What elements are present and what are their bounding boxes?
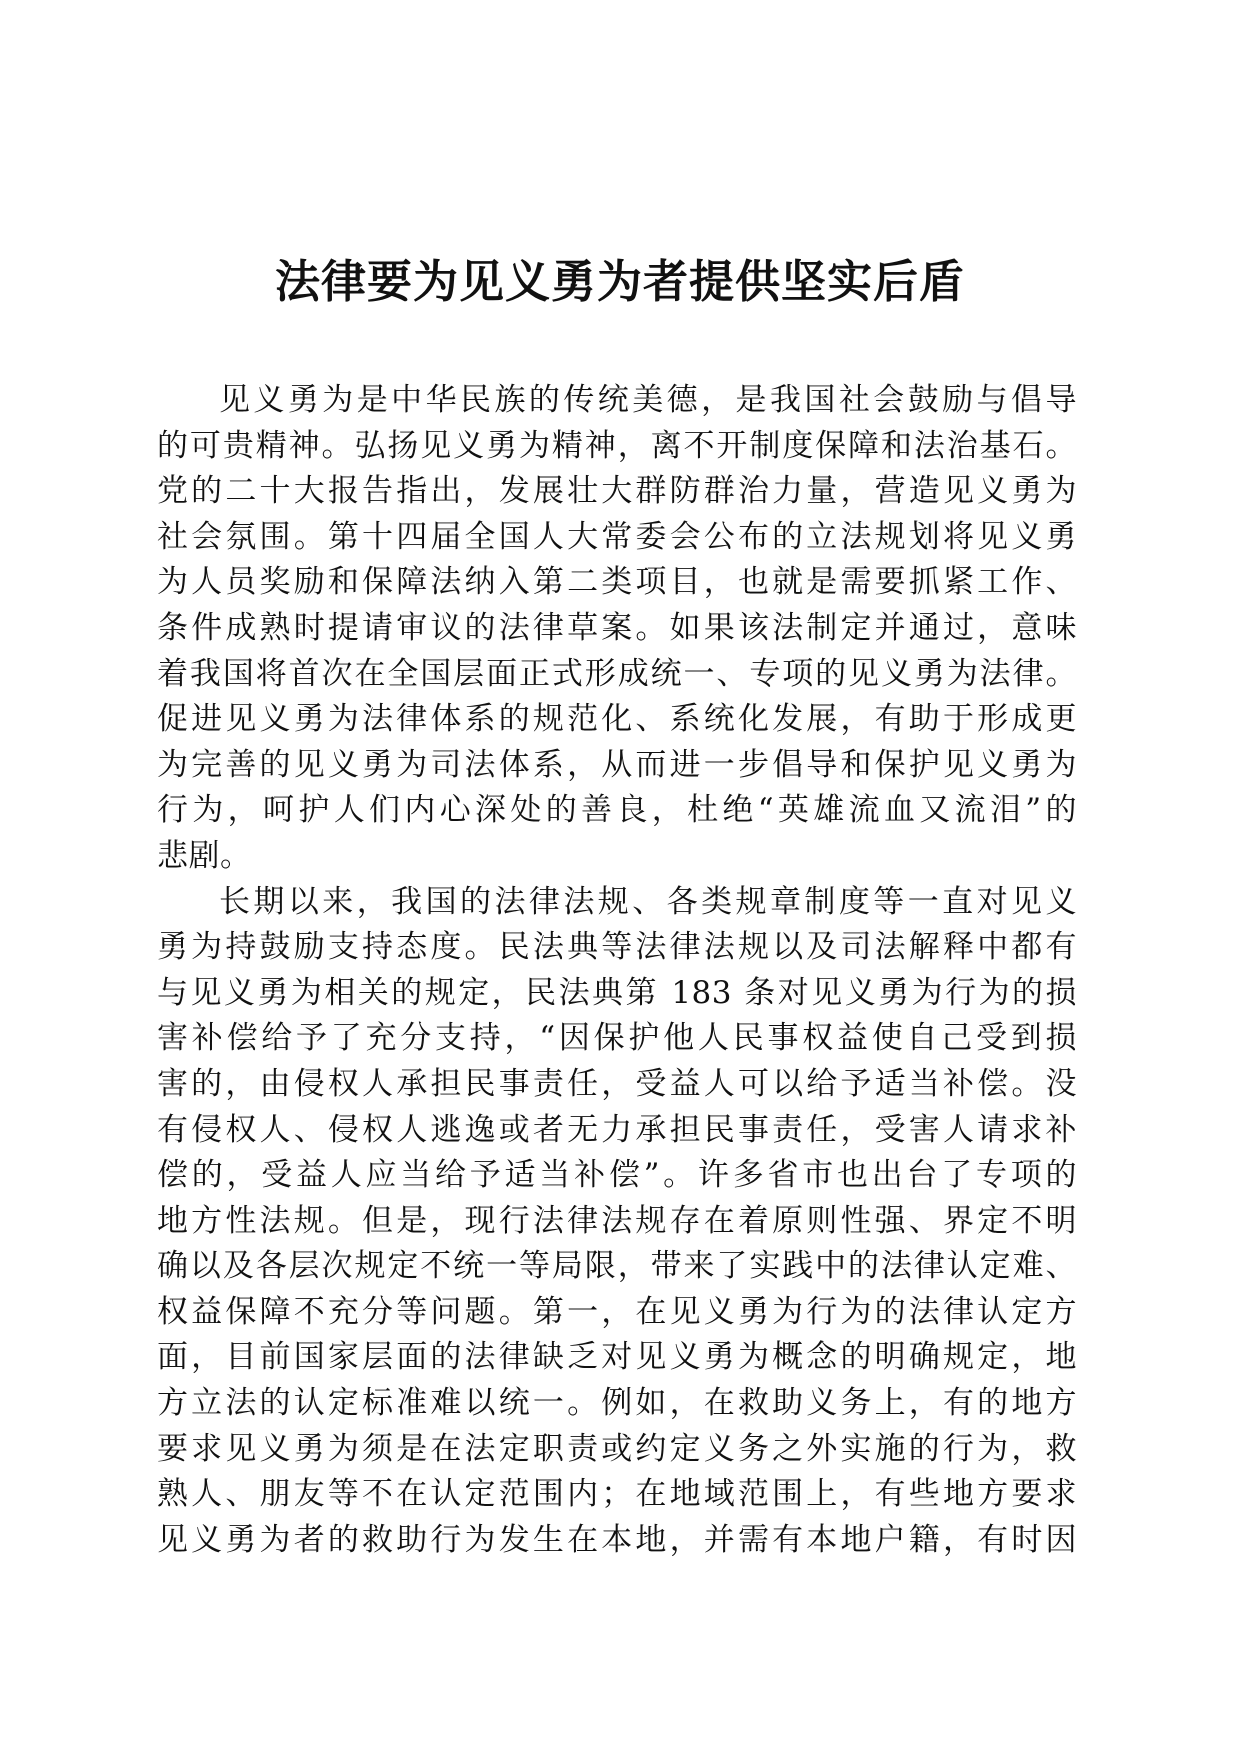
text-line: 着我国将首次在全国层面正式形成统一、专项的见义勇为法律。: [157, 655, 1077, 692]
text-line: 与见义勇为相关的规定，民法典第 183 条对见义勇为行为的损: [157, 974, 1077, 1011]
text-line: 长期以来，我国的法律法规、各类规章制度等一直对见义: [219, 883, 1077, 920]
text-line: 权益保障不充分等问题。第一，在见义勇为行为的法律认定方: [157, 1293, 1077, 1330]
text-line: 要求见义勇为须是在法定职责或约定义务之外实施的行为，救: [157, 1430, 1077, 1467]
text-line: 条件成熟时提请审议的法律草案。如果该法制定并通过，意味: [157, 609, 1077, 646]
paragraph: [157, 880, 1077, 1564]
text-line: 方立法的认定标准难以统一。例如，在救助义务上，有的地方: [157, 1385, 1077, 1422]
document-body: [157, 378, 1077, 1563]
text-line: 确以及各层次规定不统一等局限，带来了实践中的法律认定难、: [157, 1248, 1077, 1285]
text-line: 害的，由侵权人承担民事责任，受益人可以给予适当补偿。没: [157, 1065, 1077, 1102]
text-line: 党的二十大报告指出，发展壮大群防群治力量，营造见义勇为: [157, 473, 1077, 510]
text-line: 地方性法规。但是，现行法律法规存在着原则性强、界定不明: [157, 1202, 1077, 1239]
text-line: 熟人、朋友等不在认定范围内；在地域范围上，有些地方要求: [157, 1476, 1077, 1513]
text-line: 见义勇为者的救助行为发生在本地，并需有本地户籍，有时因: [157, 1521, 1077, 1558]
text-line: 害补偿给予了充分支持，“因保护他人民事权益使自己受到损: [157, 1020, 1077, 1057]
text-line: 悲剧。: [157, 837, 252, 874]
text-line: 有侵权人、侵权人逃逸或者无力承担民事责任，受害人请求补: [157, 1111, 1077, 1148]
text-line: 面，目前国家层面的法律缺乏对见义勇为概念的明确规定，地: [157, 1339, 1077, 1376]
text-line: 勇为持鼓励支持态度。民法典等法律法规以及司法解释中都有: [157, 929, 1077, 966]
text-line: 见义勇为是中华民族的传统美德，是我国社会鼓励与倡导: [219, 382, 1077, 418]
text-line: 为完善的见义勇为司法体系，从而进一步倡导和保护见义勇为: [157, 746, 1077, 783]
text-line: 社会氛围。第十四届全国人大常委会公布的立法规划将见义勇: [157, 518, 1077, 555]
text-line: 行为，呵护人们内心深处的善良，杜绝“英雄流血又流泪”的: [157, 792, 1077, 829]
document-title: 法律要为见义勇为者提供坚实后盾: [274, 255, 965, 308]
text-line: 的可贵精神。弘扬见义勇为精神，离不开制度保障和法治基石。: [157, 427, 1077, 464]
text-line: 促进见义勇为法律体系的规范化、系统化发展，有助于形成更: [157, 701, 1077, 738]
text-line: 偿的，受益人应当给予适当补偿”。许多省市也出台了专项的: [157, 1157, 1077, 1194]
text-line: 为人员奖励和保障法纳入第二类项目，也就是需要抓紧工作、: [157, 564, 1077, 601]
paragraph: [157, 378, 1077, 880]
